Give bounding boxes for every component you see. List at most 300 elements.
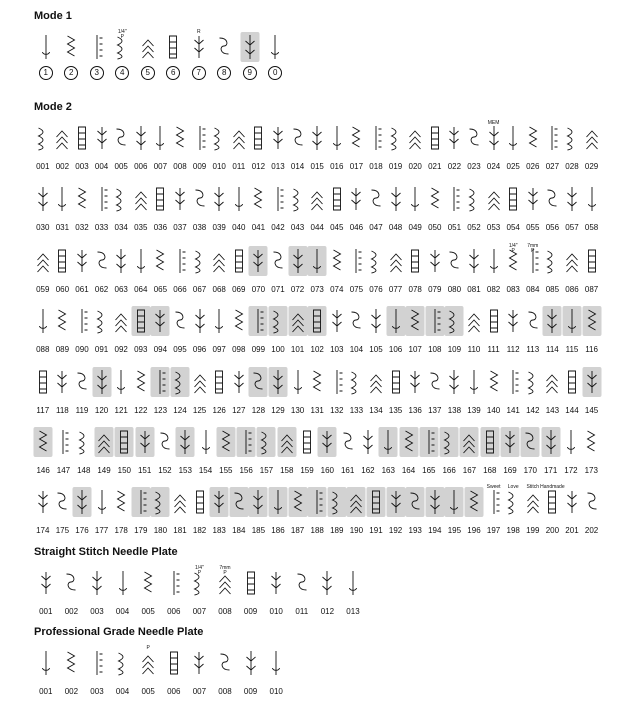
stitch-pattern-icon [151, 246, 170, 276]
stitch-glyph-path [587, 371, 596, 393]
stitch-glyph-path [39, 309, 46, 333]
stitch-pattern-icon [170, 367, 189, 397]
stitch-pattern-icon [562, 306, 581, 336]
stitch-number: 196 [467, 526, 481, 535]
stitch-number: 086 [565, 285, 579, 294]
stitch-number: 085 [545, 285, 560, 294]
stitch-glyph-path [405, 431, 412, 451]
stitch-number: 081 [467, 285, 481, 294]
stitch-number: 110 [467, 345, 481, 354]
stitch-glyph-path [527, 495, 538, 513]
stitch-glyph-path [429, 430, 435, 454]
stitch-pattern-icon [308, 367, 327, 397]
stitch-glyph-path [370, 375, 381, 393]
stitch-glyph-path [195, 251, 200, 273]
stitch-number: 128 [251, 406, 266, 415]
stitch-pattern-icon [288, 123, 307, 153]
stitch-number: 141 [506, 406, 520, 415]
stitch-glyph-path [294, 491, 301, 511]
stitch-glyph-path [254, 490, 263, 514]
stitch-number: 035 [134, 223, 148, 232]
stitch-cell [34, 32, 58, 80]
stitch-glyph-path [392, 371, 399, 393]
stitch-number: 076 [369, 285, 383, 294]
stitch-glyph-path [118, 653, 123, 675]
stitch-glyph-path [135, 192, 146, 210]
stitch-number: 027 [545, 162, 560, 171]
stitch-pattern-icon [131, 123, 150, 153]
stitch-glyph-path [513, 370, 519, 394]
stitch-glyph-path [312, 192, 323, 210]
stitch-pattern-icon [504, 367, 523, 397]
stitch-number: 156 [239, 466, 253, 475]
stitch-pattern-icon [210, 184, 229, 214]
stitch-number: 180 [153, 526, 168, 535]
stitch-number: 121 [114, 406, 128, 415]
stitch-glyph-path [323, 431, 332, 453]
stitch-number: 033 [94, 223, 109, 232]
stitch-pattern-icon [425, 246, 444, 276]
stitch-number: 012 [251, 162, 266, 171]
stitch-glyph-path [143, 656, 154, 674]
stitch-pattern-icon [480, 427, 499, 457]
stitch-glyph-path [273, 651, 280, 675]
stitch-number: 082 [486, 285, 501, 294]
stitch-pattern-icon [504, 243, 523, 276]
stitch-glyph-path [195, 190, 204, 206]
stitch-number: 041 [251, 223, 266, 232]
stitch-pattern-icon [445, 367, 464, 397]
stitch-pattern-icon [33, 246, 52, 276]
stitch-pattern-icon [562, 367, 581, 397]
stitch-glyph-path [293, 249, 302, 273]
stitch-glyph-path [273, 311, 278, 333]
stitch-pattern-icon [561, 427, 580, 457]
stitch-pattern-icon [62, 32, 81, 62]
stitch-pattern-icon [406, 123, 425, 153]
stitch-pattern-icon [327, 246, 346, 276]
stitch-pattern-icon [445, 246, 464, 276]
stitch-number: 154 [198, 466, 213, 475]
stitch-number: 023 [467, 162, 481, 171]
stitch-number: 070 [251, 285, 266, 294]
stitch-pattern-icon [318, 427, 337, 457]
stitch-glyph-path [566, 254, 577, 272]
stitch-pattern-icon [347, 246, 366, 276]
stitch-glyph-path [273, 127, 282, 149]
stitch-number: 143 [545, 406, 560, 415]
stitch-number: 166 [442, 466, 456, 475]
stitch-pattern-icon [543, 306, 562, 336]
stitch-number: 002 [55, 162, 70, 171]
stitch-pattern-icon [139, 645, 158, 678]
stitch-pattern-icon [170, 184, 189, 214]
stitch-number: 088 [36, 345, 50, 354]
stitch-pattern-icon [523, 184, 542, 214]
stitch-number: 100 [271, 345, 285, 354]
stitch-glyph-path [391, 491, 400, 513]
stitch-number: 004 [115, 607, 130, 616]
stitch-glyph-path [216, 371, 223, 393]
stitch-glyph-path [488, 192, 499, 210]
stitch-pattern-icon [72, 184, 91, 214]
stitch-cell [583, 123, 601, 171]
stitch-number: 069 [232, 285, 246, 294]
stitch-number: 112 [506, 345, 520, 354]
stitch-cell [111, 29, 135, 80]
stitch-cell [583, 367, 601, 415]
stitch-number: 193 [408, 526, 422, 535]
stitch-glyph-path [92, 571, 101, 595]
stitch-glyph-path [219, 576, 230, 594]
stitch-glyph-path [68, 36, 75, 56]
stitch-number: 120 [94, 406, 109, 415]
stitch-number: 007 [192, 687, 207, 696]
stitch-glyph-path [450, 370, 459, 394]
stitch-number: 021 [428, 162, 442, 171]
stitch-glyph-path [156, 310, 165, 332]
stitch-pattern-icon [216, 427, 235, 457]
stitch-number: 073 [310, 285, 324, 294]
stitch-number: 008 [173, 162, 187, 171]
stitch-annotation: 7mm P [219, 565, 231, 576]
stitch-pattern-icon [33, 306, 52, 336]
stitch-pattern-icon [406, 184, 425, 214]
stitch-glyph-path [568, 371, 575, 393]
stitch-glyph-path [137, 371, 144, 391]
stitch-glyph-path [97, 252, 106, 268]
stitch-glyph-path [141, 490, 147, 514]
stitch-pattern-icon [72, 123, 91, 153]
stitch-pattern-icon [308, 487, 327, 517]
stitch-pattern-icon [54, 427, 73, 457]
stitch-pattern-icon [562, 246, 581, 276]
stitch-glyph-path [292, 314, 303, 332]
stitch-glyph-path [121, 431, 128, 453]
stitch-glyph-path [220, 38, 229, 54]
stitch-number: 006 [134, 162, 148, 171]
stitch-glyph-path [371, 309, 380, 333]
stitch-number: 151 [137, 466, 152, 475]
stitch-number: 179 [134, 526, 148, 535]
stitch-number: 052 [467, 223, 481, 232]
stitch-glyph-path [175, 312, 184, 328]
stitch-glyph-path [117, 189, 122, 211]
stitch-pattern-icon [582, 246, 601, 276]
stitch-pattern-icon [267, 648, 286, 678]
stitch-number: 157 [259, 466, 274, 475]
stitch-pattern-icon [366, 184, 385, 214]
stitch-pattern-icon [190, 367, 209, 397]
stitch-cell [162, 32, 186, 80]
stitch-number: 040 [232, 223, 246, 232]
stitch-number: 010 [212, 162, 226, 171]
stitch-cell [136, 32, 160, 80]
stitch-glyph-path [567, 430, 574, 454]
stitch-glyph-path [255, 188, 262, 208]
stitch-number: 009 [192, 162, 207, 171]
stitch-number: 137 [428, 406, 442, 415]
stitch-pattern-icon [112, 246, 131, 276]
stitch-glyph-path [469, 249, 478, 273]
stitch-number: 058 [584, 223, 599, 232]
stitch-annotation: R [196, 29, 201, 35]
stitch-number: 153 [178, 466, 192, 475]
stitch-pattern-icon [366, 123, 385, 153]
stitch-number: 1 [39, 66, 53, 80]
stitch-number: 030 [36, 223, 50, 232]
stitch-number: 034 [114, 223, 128, 232]
stitch-glyph-path [255, 127, 262, 149]
stitch-pattern-icon [523, 306, 542, 336]
stitch-pattern-icon [338, 427, 357, 457]
stitch-number: 099 [251, 345, 266, 354]
stitch-glyph-path [332, 492, 337, 514]
stitch-pattern-icon [53, 306, 72, 336]
stitch-number: 010 [269, 607, 283, 616]
stitch-pattern-icon [425, 367, 444, 397]
stitch-glyph-path [273, 370, 282, 394]
stitch-number: 001 [39, 607, 53, 616]
stitch-annotation: Handmade [540, 484, 565, 490]
stitch-glyph-path [272, 572, 281, 594]
stitch-pattern-icon [229, 367, 248, 397]
stitch-pattern-icon [92, 184, 111, 214]
stitch-glyph-path [450, 311, 455, 333]
stitch-number: 113 [526, 345, 540, 354]
stitch-number: 007 [192, 607, 207, 616]
stitch-glyph-path [435, 309, 441, 333]
stitch-number: 074 [330, 285, 344, 294]
stitch-pattern-icon [72, 367, 91, 397]
stitch-pattern-icon [288, 246, 307, 276]
stitch-pattern-icon [308, 184, 327, 214]
stitch-number: 006 [167, 607, 181, 616]
stitch-glyph-path [160, 370, 166, 394]
stitch-glyph-path [506, 431, 515, 453]
stitch-pattern-icon [582, 367, 601, 397]
stitch-number: 134 [369, 406, 383, 415]
stitch-glyph-path [343, 433, 352, 449]
stitch-number: 201 [565, 526, 579, 535]
stitch-pattern-icon [135, 427, 154, 457]
stitch-glyph-path [392, 309, 399, 333]
stitch-number: 5 [141, 66, 155, 80]
stitch-glyph-path [371, 251, 376, 273]
stitch-pattern-icon [464, 123, 483, 153]
stitch-glyph-path [391, 187, 400, 211]
stitch-number: 014 [290, 162, 305, 171]
stitch-glyph-path [78, 188, 85, 208]
stitch-number: 124 [173, 406, 187, 415]
stitch-number: 2 [64, 66, 78, 80]
stitch-glyph-path [278, 187, 284, 211]
stitch-number: 118 [56, 406, 69, 415]
stitch-pattern-icon [72, 246, 91, 276]
stitch-glyph-path [38, 187, 47, 211]
stitch-pattern-icon [292, 568, 311, 598]
stitch-pattern-icon [112, 123, 131, 153]
stitch-pattern-icon [347, 367, 366, 397]
stitch-pattern-icon [112, 487, 131, 517]
stitch-pattern-icon [501, 427, 520, 457]
stitch-number: 054 [506, 223, 520, 232]
stitch-pattern-icon [406, 306, 425, 336]
stitch-number: 177 [94, 526, 109, 535]
stitch-pattern-icon [308, 246, 327, 276]
stitch-pattern-icon [176, 427, 195, 457]
stitch-number: 161 [340, 466, 355, 475]
stitch-pattern-icon [92, 487, 111, 517]
stitch-number: 102 [310, 345, 324, 354]
stitch-pattern-icon [445, 184, 464, 214]
stitch-glyph-path [140, 431, 149, 453]
stitch-pattern-icon [308, 123, 327, 153]
stitch-number: 080 [447, 285, 462, 294]
stitch-pattern-icon [582, 184, 601, 214]
stitch-glyph-path [118, 37, 123, 59]
stitch-glyph-path [430, 373, 439, 389]
stitch-pattern-icon [347, 306, 366, 336]
stitch-number: 123 [153, 406, 168, 415]
stitch-number: 001 [36, 162, 50, 171]
stitch-glyph-path [548, 190, 557, 206]
stitch-pattern-icon [151, 367, 170, 397]
stitch-glyph-path [333, 126, 340, 150]
stitch-glyph-path [353, 127, 360, 147]
stitch-number: 140 [486, 406, 501, 415]
stitch-number: 098 [232, 345, 246, 354]
stitch-number: 160 [320, 466, 335, 475]
stitch-cell [213, 32, 237, 80]
stitch-pattern-icon [288, 306, 307, 336]
stitch-pattern-icon [72, 487, 91, 517]
stitch-glyph-path [470, 370, 477, 394]
stitch-pattern-icon [484, 367, 503, 397]
stitch-pattern-icon [36, 648, 55, 678]
stitch-pattern-icon [268, 306, 287, 336]
stitch-glyph-path [549, 491, 556, 513]
stitch-number: 046 [349, 223, 364, 232]
stitch-pattern-icon [53, 123, 72, 153]
stitch-number: 006 [167, 687, 181, 696]
stitch-glyph-path [235, 187, 242, 211]
stitch-glyph-path [411, 493, 420, 509]
stitch-number: 003 [90, 687, 104, 696]
stitch-number: 149 [97, 466, 111, 475]
stitch-annotation: 7mm P [527, 243, 539, 254]
stitch-number: 155 [219, 466, 233, 475]
stitch-glyph-path [337, 370, 343, 394]
stitch-glyph-path [349, 571, 356, 595]
stitch-number: 010 [269, 687, 283, 696]
stitch-number: 195 [447, 526, 462, 535]
stitch-number: 115 [565, 345, 579, 354]
stitch-pattern-icon [484, 120, 503, 153]
stitch-number: 171 [543, 466, 558, 475]
stitch-glyph-path [39, 371, 46, 393]
stitch-glyph-path [215, 128, 220, 150]
stitch-pattern-icon [53, 184, 72, 214]
stitch-pattern-icon [115, 427, 134, 457]
stitch-number: 127 [232, 406, 246, 415]
stitch-glyph-path [214, 254, 225, 272]
stitch-number: 097 [212, 345, 226, 354]
stitch-pattern-icon [229, 487, 248, 517]
stitch-glyph-path [136, 126, 145, 150]
stitch-pattern-icon [240, 32, 259, 62]
stitch-glyph-path [304, 431, 311, 453]
stitch-number: 194 [428, 526, 442, 535]
stitch-pattern-icon [151, 123, 170, 153]
stitch-glyph-path [567, 187, 576, 211]
stitch-pattern-icon [308, 306, 327, 336]
stitch-glyph-path [411, 371, 420, 393]
stitch-glyph-path [234, 371, 243, 393]
stitch-glyph-path [431, 188, 438, 208]
stitch-number: 190 [349, 526, 364, 535]
stitch-glyph-path [351, 495, 362, 513]
stitch-glyph-path [486, 431, 493, 453]
stitch-number: 129 [271, 406, 285, 415]
stitch-pattern-icon [164, 568, 183, 598]
stitch-pattern-icon [34, 427, 53, 457]
stitch-number: 145 [584, 406, 599, 415]
stitch-number: 005 [141, 687, 155, 696]
stitch-pattern-icon [268, 487, 287, 517]
stitch-number: 192 [388, 526, 403, 535]
stitch-glyph-path [170, 36, 177, 58]
stitch-number: 043 [290, 223, 305, 232]
stitch-glyph-path [42, 35, 49, 59]
stitch-glyph-path [246, 430, 252, 454]
stitch-glyph-path [245, 35, 254, 59]
stitch-glyph-path [333, 250, 340, 270]
stitch-glyph-path [547, 375, 558, 393]
stitch-pattern-icon [210, 367, 229, 397]
stitch-number: 191 [369, 526, 383, 535]
stitch-number: 091 [94, 345, 109, 354]
stitch-number: 063 [114, 285, 128, 294]
stitch-pattern-icon [215, 648, 234, 678]
stitch-pattern-icon [343, 568, 362, 598]
stitch-pattern-icon [36, 568, 55, 598]
stitch-number: 017 [349, 162, 364, 171]
stitch-glyph-path [528, 372, 533, 394]
stitch-pattern-icon [298, 427, 317, 457]
stitch-pattern-icon [288, 184, 307, 214]
stitch-pattern-icon [277, 427, 296, 457]
stitch-glyph-path [82, 309, 88, 333]
stitch-pattern-icon [464, 487, 483, 517]
stitch-pattern-icon [386, 487, 405, 517]
stitch-pattern-icon [190, 184, 209, 214]
stitch-glyph-path [510, 188, 517, 210]
stitch-pattern-icon [406, 487, 425, 517]
stitch-glyph-path [116, 314, 127, 332]
stitch-number: 3 [90, 66, 104, 80]
stitch-pattern-icon [268, 184, 287, 214]
stitch-number: 029 [584, 162, 599, 171]
stitch-number: 144 [565, 406, 579, 415]
stitch-pattern-icon [562, 123, 581, 153]
stitch-pattern-icon [582, 427, 601, 457]
stitch-pattern-icon [113, 29, 132, 62]
stitch-glyph-path [430, 250, 439, 272]
stitch-pattern-icon [406, 367, 425, 397]
stitch-glyph-path [297, 574, 306, 590]
stitch-number: 173 [584, 466, 598, 475]
